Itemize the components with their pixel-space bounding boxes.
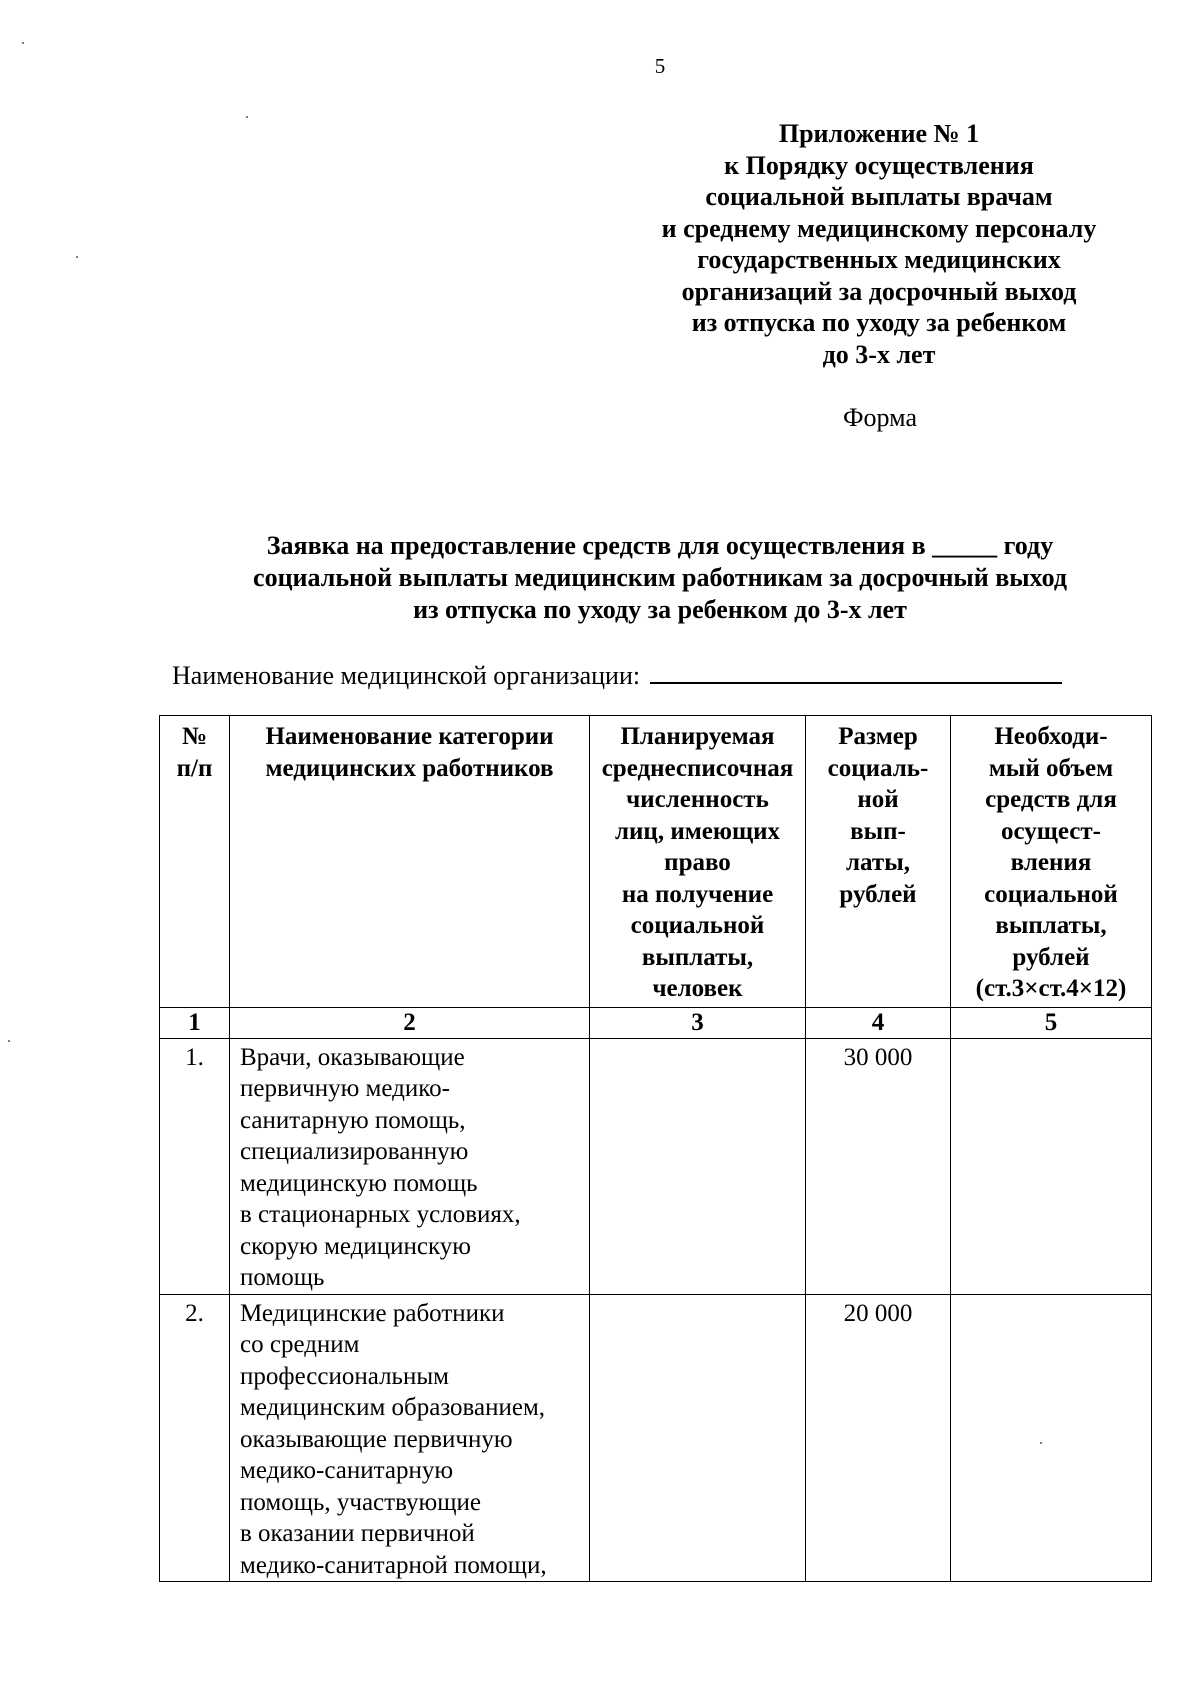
header-line: ной xyxy=(857,786,899,813)
row-number: 2. xyxy=(160,1294,230,1582)
category-line: первичную медико- xyxy=(240,1075,450,1102)
row-payment-amount: 20 000 xyxy=(806,1294,951,1582)
header-line: осущест- xyxy=(1001,817,1101,845)
category-line: специализированную xyxy=(240,1138,469,1165)
row-category xyxy=(230,1038,590,1294)
header-line: социальной xyxy=(630,912,765,939)
header-planned-count xyxy=(590,716,806,1008)
appendix-line: к Порядку осуществления xyxy=(724,150,1034,180)
header-line: Наименование категории xyxy=(265,723,554,750)
request-table xyxy=(159,715,1152,1582)
header-line: латы, xyxy=(846,849,910,876)
title-line: из отпуска по уходу за ребенком до 3-х лет xyxy=(413,595,907,624)
row-planned-count[interactable] xyxy=(590,1038,806,1294)
header-line: № xyxy=(181,723,208,750)
organization-label: Наименование медицинской организации: xyxy=(172,661,641,690)
header-line: социальной xyxy=(984,880,1118,908)
header-line: Планируемая xyxy=(620,723,775,750)
header-number xyxy=(160,716,230,1008)
header-line: право xyxy=(664,849,731,876)
appendix-heading xyxy=(600,118,1158,370)
table-header-row xyxy=(160,716,1152,1008)
header-line: вып- xyxy=(850,817,906,845)
column-number: 3 xyxy=(590,1007,806,1038)
header-line: лиц, имеющих xyxy=(615,817,780,845)
title-line: Заявка на предоставление средств для осуществления в _____ году xyxy=(266,531,1054,560)
header-required-funds xyxy=(951,716,1152,1008)
category-line: со средним xyxy=(240,1331,360,1358)
page-number: 5 xyxy=(654,54,666,78)
organization-name-row xyxy=(172,656,1092,692)
appendix-line: социальной выплаты врачам xyxy=(705,182,1053,211)
row-planned-count[interactable] xyxy=(590,1294,806,1582)
category-line: медицинским образованием, xyxy=(240,1394,546,1421)
scan-speck xyxy=(22,42,24,44)
category-line: медико-санитарную xyxy=(240,1457,454,1484)
appendix-line: государственных медицинских xyxy=(697,245,1061,274)
form-label: Форма xyxy=(843,403,917,432)
header-line: выплаты, xyxy=(995,912,1107,939)
row-category xyxy=(230,1294,590,1582)
category-line: помощь, участвующие xyxy=(240,1488,481,1516)
row-number: 1. xyxy=(160,1038,230,1294)
appendix-line: до 3-х лет xyxy=(822,339,936,369)
appendix-line: организаций за досрочный выход xyxy=(681,276,1077,306)
header-line: рублей xyxy=(1012,943,1090,971)
category-line: оказывающие первичную xyxy=(240,1425,513,1453)
category-line: медицинскую помощь xyxy=(240,1169,478,1197)
appendix-line: из отпуска по уходу за ребенком xyxy=(691,308,1067,337)
header-line: средств для xyxy=(985,786,1117,813)
header-line: социаль- xyxy=(827,754,929,782)
header-line: выплаты, xyxy=(641,943,754,971)
row-payment-amount: 30 000 xyxy=(806,1038,951,1294)
header-line: Необходи- xyxy=(994,723,1108,750)
table-row xyxy=(160,1294,1152,1582)
organization-name-blank[interactable] xyxy=(650,656,1062,684)
category-line: санитарную помощь, xyxy=(240,1106,466,1134)
header-line: рублей xyxy=(839,880,917,908)
appendix-line: и среднему медицинскому персоналу xyxy=(661,213,1097,243)
row-required-funds[interactable] xyxy=(951,1294,1152,1582)
header-line: на получение xyxy=(621,880,774,908)
title-line: социальной выплаты медицинским работникам за досрочный выход xyxy=(253,563,1067,592)
scan-speck xyxy=(8,1040,10,1042)
header-line: мый объем xyxy=(988,754,1114,782)
row-required-funds[interactable] xyxy=(951,1038,1152,1294)
header-line: Размер xyxy=(838,723,918,750)
category-line: скорую медицинскую xyxy=(240,1232,471,1260)
header-category xyxy=(230,716,590,1008)
column-number: 2 xyxy=(230,1007,590,1038)
header-line: среднесписочная xyxy=(601,754,794,782)
header-line: человек xyxy=(652,975,743,1002)
column-number-row xyxy=(160,1007,1152,1038)
scan-speck xyxy=(1040,1442,1042,1444)
header-line: п/п xyxy=(176,754,213,782)
table-row xyxy=(160,1038,1152,1294)
appendix-line: Приложение № 1 xyxy=(778,119,980,148)
column-number: 4 xyxy=(806,1007,951,1038)
column-number: 1 xyxy=(160,1007,230,1038)
header-line: (ст.3×ст.4×12) xyxy=(975,975,1127,1002)
scan-speck xyxy=(76,256,78,258)
header-line: вления xyxy=(1010,849,1092,876)
document-title xyxy=(210,530,1110,626)
category-line: Медицинские работники xyxy=(240,1299,505,1327)
category-line: Врачи, оказывающие xyxy=(240,1043,465,1071)
category-line: помощь xyxy=(240,1264,325,1291)
category-line: профессиональным xyxy=(240,1362,449,1390)
category-line: в стационарных условиях, xyxy=(240,1201,521,1228)
header-payment-amount xyxy=(806,716,951,1008)
header-line: медицинских работников xyxy=(265,754,554,782)
column-number: 5 xyxy=(951,1007,1152,1038)
header-line: численность xyxy=(626,786,769,813)
category-line: в оказании первичной xyxy=(240,1520,475,1547)
scan-speck xyxy=(246,116,248,118)
category-line: медико-санитарной помощи, xyxy=(240,1551,547,1579)
